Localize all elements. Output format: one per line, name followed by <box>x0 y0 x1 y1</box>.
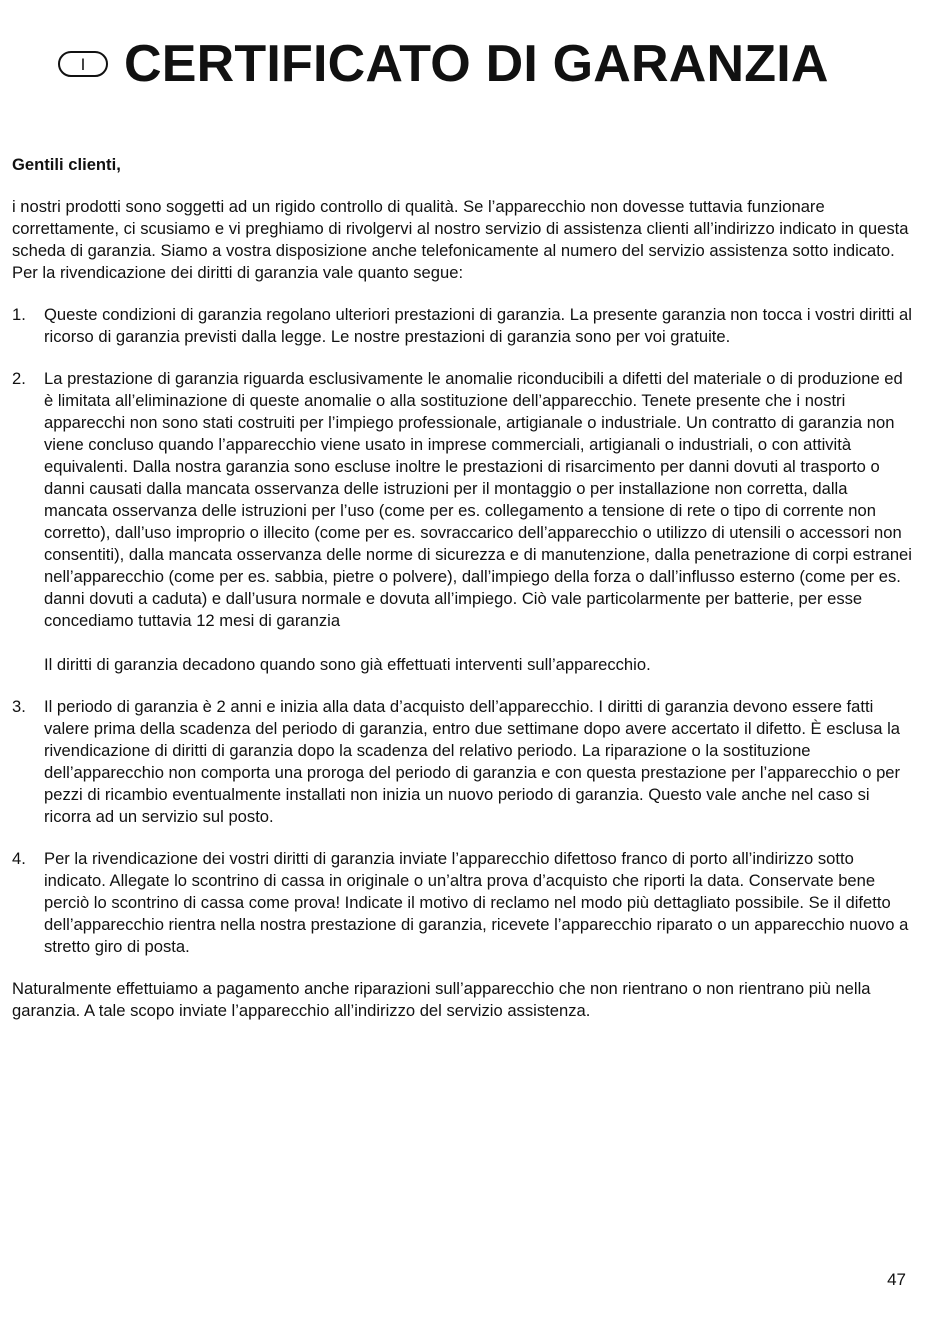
greeting: Gentili clienti, <box>12 155 121 174</box>
list-item-body <box>44 304 912 348</box>
list-item-number: 4. <box>12 849 26 868</box>
closing-paragraph: Naturalmente effettuiamo a pagamento anche riparazioni sull’apparecchio che non rientrano o non rientrano più nella garanzia. A tale scopo inviate l’apparecchio all’indirizzo del servizio assistenza. <box>12 979 871 1020</box>
list-item-1 <box>12 304 912 348</box>
list-item-3 <box>12 696 912 828</box>
list-item-body <box>44 696 912 828</box>
page-title: CERTIFICATO DI GARANZIA <box>124 35 829 93</box>
page-header <box>58 35 829 93</box>
page-number: 47 <box>887 1270 906 1289</box>
list-item-paragraph: Il periodo di garanzia è 2 anni e inizia alla data d’acquisto dell’apparecchio. I diritti di garanzia devono essere fatti valere prima della scadenza del periodo di garanzia, entro due settimane dopo avere accertato il difetto. È esclusa la rivendicazione di diritti di garanzia dopo la scadenza del relativo periodo. La riparazione o la sostituzione dell’apparecchio non comporta una proroga del periodo di garanzia e con questa prestazione per l’apparecchio o per pezzi di ricambio eventualmente installati non inizia un nuovo periodo di garanzia. Questo vale anche nel caso si ricorra ad un servizio sul posto. <box>44 697 901 826</box>
list-item-number: 3. <box>12 697 26 716</box>
list-item-4 <box>12 848 912 958</box>
list-item-paragraph: Il diritti di garanzia decadono quando sono già effettuati interventi sull’apparecchio. <box>44 655 651 674</box>
list-item-paragraph: Queste condizioni di garanzia regolano ulteriori prestazioni di garanzia. La presente garanzia non tocca i vostri diritti al ricorso di garanzia previsti dalla legge. Le nostre prestazioni di garanzia sono per voi gratuite. <box>44 305 912 346</box>
document-body <box>12 154 912 1022</box>
list-item-body <box>44 368 912 676</box>
list-item-paragraph: Per la rivendicazione dei vostri diritti di garanzia inviate l’apparecchio difettoso franco di porto all’indirizzo sotto indicato. Allegate lo scontrino di cassa in originale o un’altra prova d’acquisto che riporti la data. Conservate bene perciò lo scontrino di cassa come prova! Indicate il motivo di reclamo nel modo più dettagliato possibile. Se il difetto dell’apparecchio rientra nella nostra prestazione di garanzia, ricevete l’apparecchio riparato o un apparecchio nuovo a stretto giro di posta. <box>44 849 909 956</box>
list-item-2 <box>12 368 912 676</box>
list-item-paragraph: La prestazione di garanzia riguarda esclusivamente le anomalie riconducibili a difetti del materiale o di produzione ed è limitata all’eliminazione di queste anomalie o alla sostituzione dell’apparecchio. Tenete presente che i nostri apparecchi non sono stati costruiti per l’impiego professionale, artigianale o industriale. Un contratto di garanzia non viene concluso quando l’apparecchio viene usato in imprese commerciali, artigianali o industriali, o con attività equivalenti. Dalla nostra garanzia sono escluse inoltre le prestazioni di risarcimento per danni dovuti al trasporto o danni causati dalla mancata osservanza delle istruzioni per il montaggio o per installazione non corretta, dalla mancata osservanza delle istruzioni per l’uso (come per es. collegamento a tensione di rete o tipo di corrente non corretto), dall’uso improprio o illecito (come per es. sovraccarico dell’apparecchio o utilizzo di utensili o accessori non consentiti), dalla mancata osservanza delle norme di sicurezza e di manutenzione, dalla penetrazione di corpi estranei nell’apparecchio (come per es. sabbia, pietre o polvere), dall’impiego della forza o dall’influsso esterno (come per es. danni dovuti a caduta) e dall’usura normale e dovuta all’impiego. Ciò vale particolarmente per batterie, per esse concediamo tuttavia 12 mesi di garanzia <box>44 369 912 630</box>
language-badge: I <box>58 51 108 77</box>
intro-paragraph: i nostri prodotti sono soggetti ad un rigido controllo di qualità. Se l’apparecchio non dovesse tuttavia funzionare correttamente, ci scusiamo e vi preghiamo di rivolgervi al nostro servizio di assistenza clienti all’indirizzo indicato in questa scheda di garanzia. Siamo a vostra disposizione anche telefonicamente al numero del servizio assistenza sotto indicato. Per la rivendicazione dei diritti di garanzia vale quanto segue: <box>12 197 909 282</box>
list-item-number: 2. <box>12 369 26 388</box>
list-item-number: 1. <box>12 305 26 324</box>
list-item-body <box>44 848 912 958</box>
